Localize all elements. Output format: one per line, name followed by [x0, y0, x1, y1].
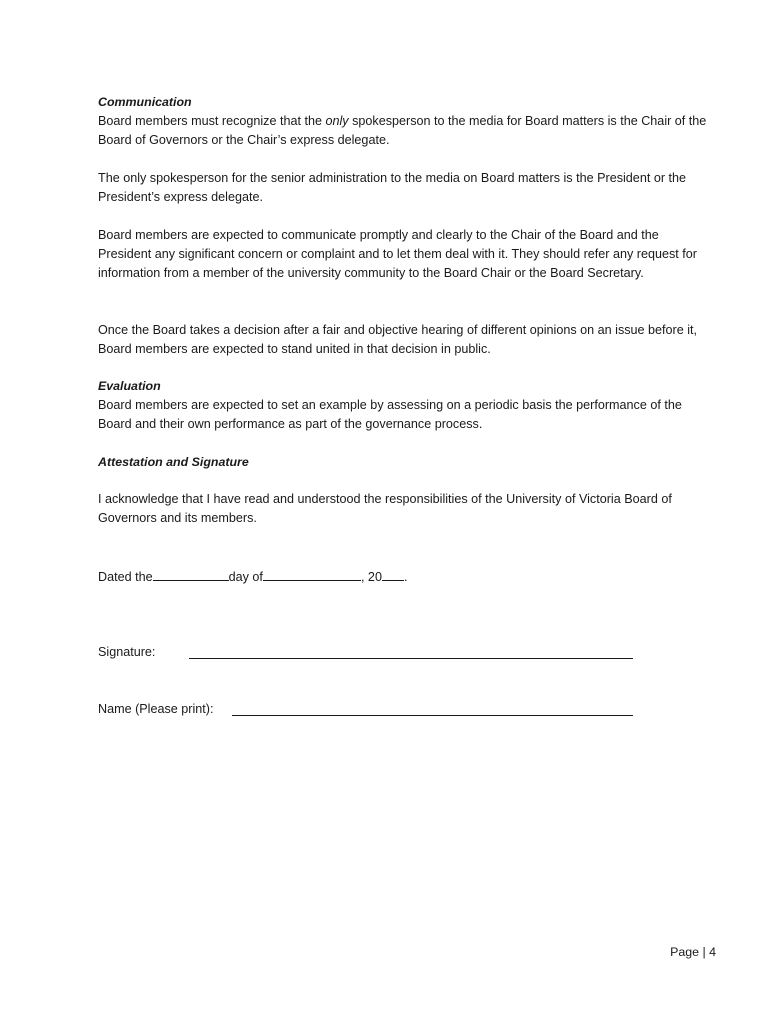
page-number: Page | 4: [670, 945, 716, 959]
evaluation-heading: Evaluation: [98, 379, 161, 393]
communication-paragraph-2: [98, 169, 710, 207]
paragraph-text: The only spokesperson for the senior administration to the media on Board matters is the President or the President’s express delegate.: [98, 171, 687, 204]
year-blank-field[interactable]: [382, 567, 404, 581]
paragraph-text: Once the Board takes a decision after a fair and objective hearing of different opinions on an issue before it, Board members are expected to stand united in that decision in public.: [98, 323, 698, 356]
communication-paragraph-1: [98, 112, 710, 150]
signature-field[interactable]: [189, 658, 633, 659]
paragraph-text: I acknowledge that I have read and understood the responsibilities of the University of Victoria Board of Governors and its members.: [98, 492, 672, 525]
attestation-heading: Attestation and Signature: [98, 455, 249, 469]
acknowledgement-paragraph: [98, 490, 710, 528]
dated-label: Dated the: [98, 570, 153, 584]
paragraph-text: Board members are expected to communicate promptly and clearly to the Chair of the Board and the President any significant concern or complaint and to let them deal with it. They should refer any request for information from a member of the university community to the Board Chair or the Board Secretary.: [98, 228, 697, 280]
name-label: Name (Please print):: [98, 702, 214, 716]
paragraph-text: Board members must recognize that the: [98, 114, 326, 128]
period-text: .: [403, 570, 408, 584]
communication-paragraph-4: [98, 321, 710, 359]
dated-line: [98, 567, 710, 587]
communication-heading: Communication: [98, 95, 192, 109]
communication-paragraph-3: [98, 226, 710, 283]
year-prefix-label: , 20: [360, 570, 382, 584]
emphasis-text: only: [325, 114, 349, 128]
paragraph-text: spokesperson to the media for Board matters is the Chair of the Board of Governors or the Chair’s express delegate.: [98, 114, 707, 147]
name-field[interactable]: [232, 715, 633, 716]
evaluation-paragraph: Board members are expected to set an example by assessing on a periodic basis the performance of the Board and their own performance as part of the governance process.: [98, 398, 682, 431]
attestation-section: [98, 453, 710, 472]
day-of-label: day of: [228, 570, 263, 584]
communication-section: [98, 93, 710, 150]
evaluation-section: [98, 377, 710, 434]
signature-label: Signature:: [98, 645, 156, 659]
day-blank-field[interactable]: [153, 567, 229, 581]
month-blank-field[interactable]: [263, 567, 361, 581]
